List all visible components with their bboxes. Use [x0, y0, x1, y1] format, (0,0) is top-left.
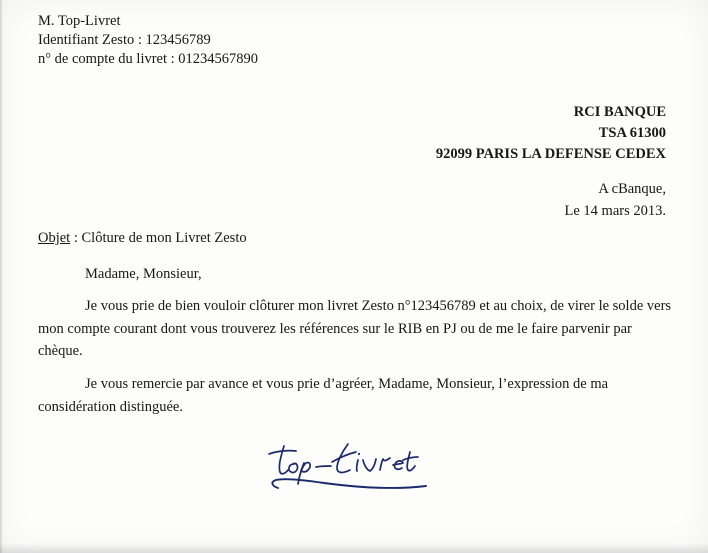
- signature-ink-icon: [244, 436, 444, 506]
- page-bottom-edge-shadow: [0, 543, 708, 553]
- body-paragraph-1-container: [38, 295, 674, 363]
- place-date-block: [565, 178, 666, 222]
- handwritten-signature: [244, 436, 444, 506]
- subject-line: [38, 230, 247, 247]
- body-paragraph-2: Je vous remercie par avance et vous prie d’agréer, Madame, Monsieur, l’expression de ma considération distinguée.: [38, 376, 609, 415]
- body-paragraph-2-container: [38, 373, 674, 418]
- salutation: Madame, Monsieur,: [85, 266, 202, 282]
- recipient-address-block: [436, 102, 666, 165]
- sender-identifier: Identifiant Zesto : 123456789: [38, 32, 211, 48]
- sender-name: M. Top-Livret: [38, 13, 121, 29]
- recipient-city: 92099 PARIS LA DEFENSE CEDEX: [435, 146, 666, 162]
- subject-label: Objet: [38, 230, 71, 246]
- subject-text: Clôture de mon Livret Zesto: [81, 230, 247, 246]
- sender-account-number: n° de compte du livret : 01234567890: [38, 51, 259, 67]
- body-paragraph-1: Je vous prie de bien vouloir clôturer mon livret Zesto n°123456789 et au choix, de virer le solde vers mon compte courant dont vous trouverez les références sur le RIB en PJ ou de me le faire parvenir par chèque.: [38, 298, 672, 359]
- recipient-company: RCI BANQUE: [573, 104, 666, 120]
- recipient-po-box: TSA 61300: [598, 125, 666, 141]
- letter-date: Le 14 mars 2013.: [564, 203, 666, 219]
- sender-block: [38, 12, 258, 69]
- page-left-edge-shadow: [0, 0, 3, 553]
- subject-separator: :: [70, 230, 82, 246]
- letter-place: A cBanque,: [598, 181, 666, 197]
